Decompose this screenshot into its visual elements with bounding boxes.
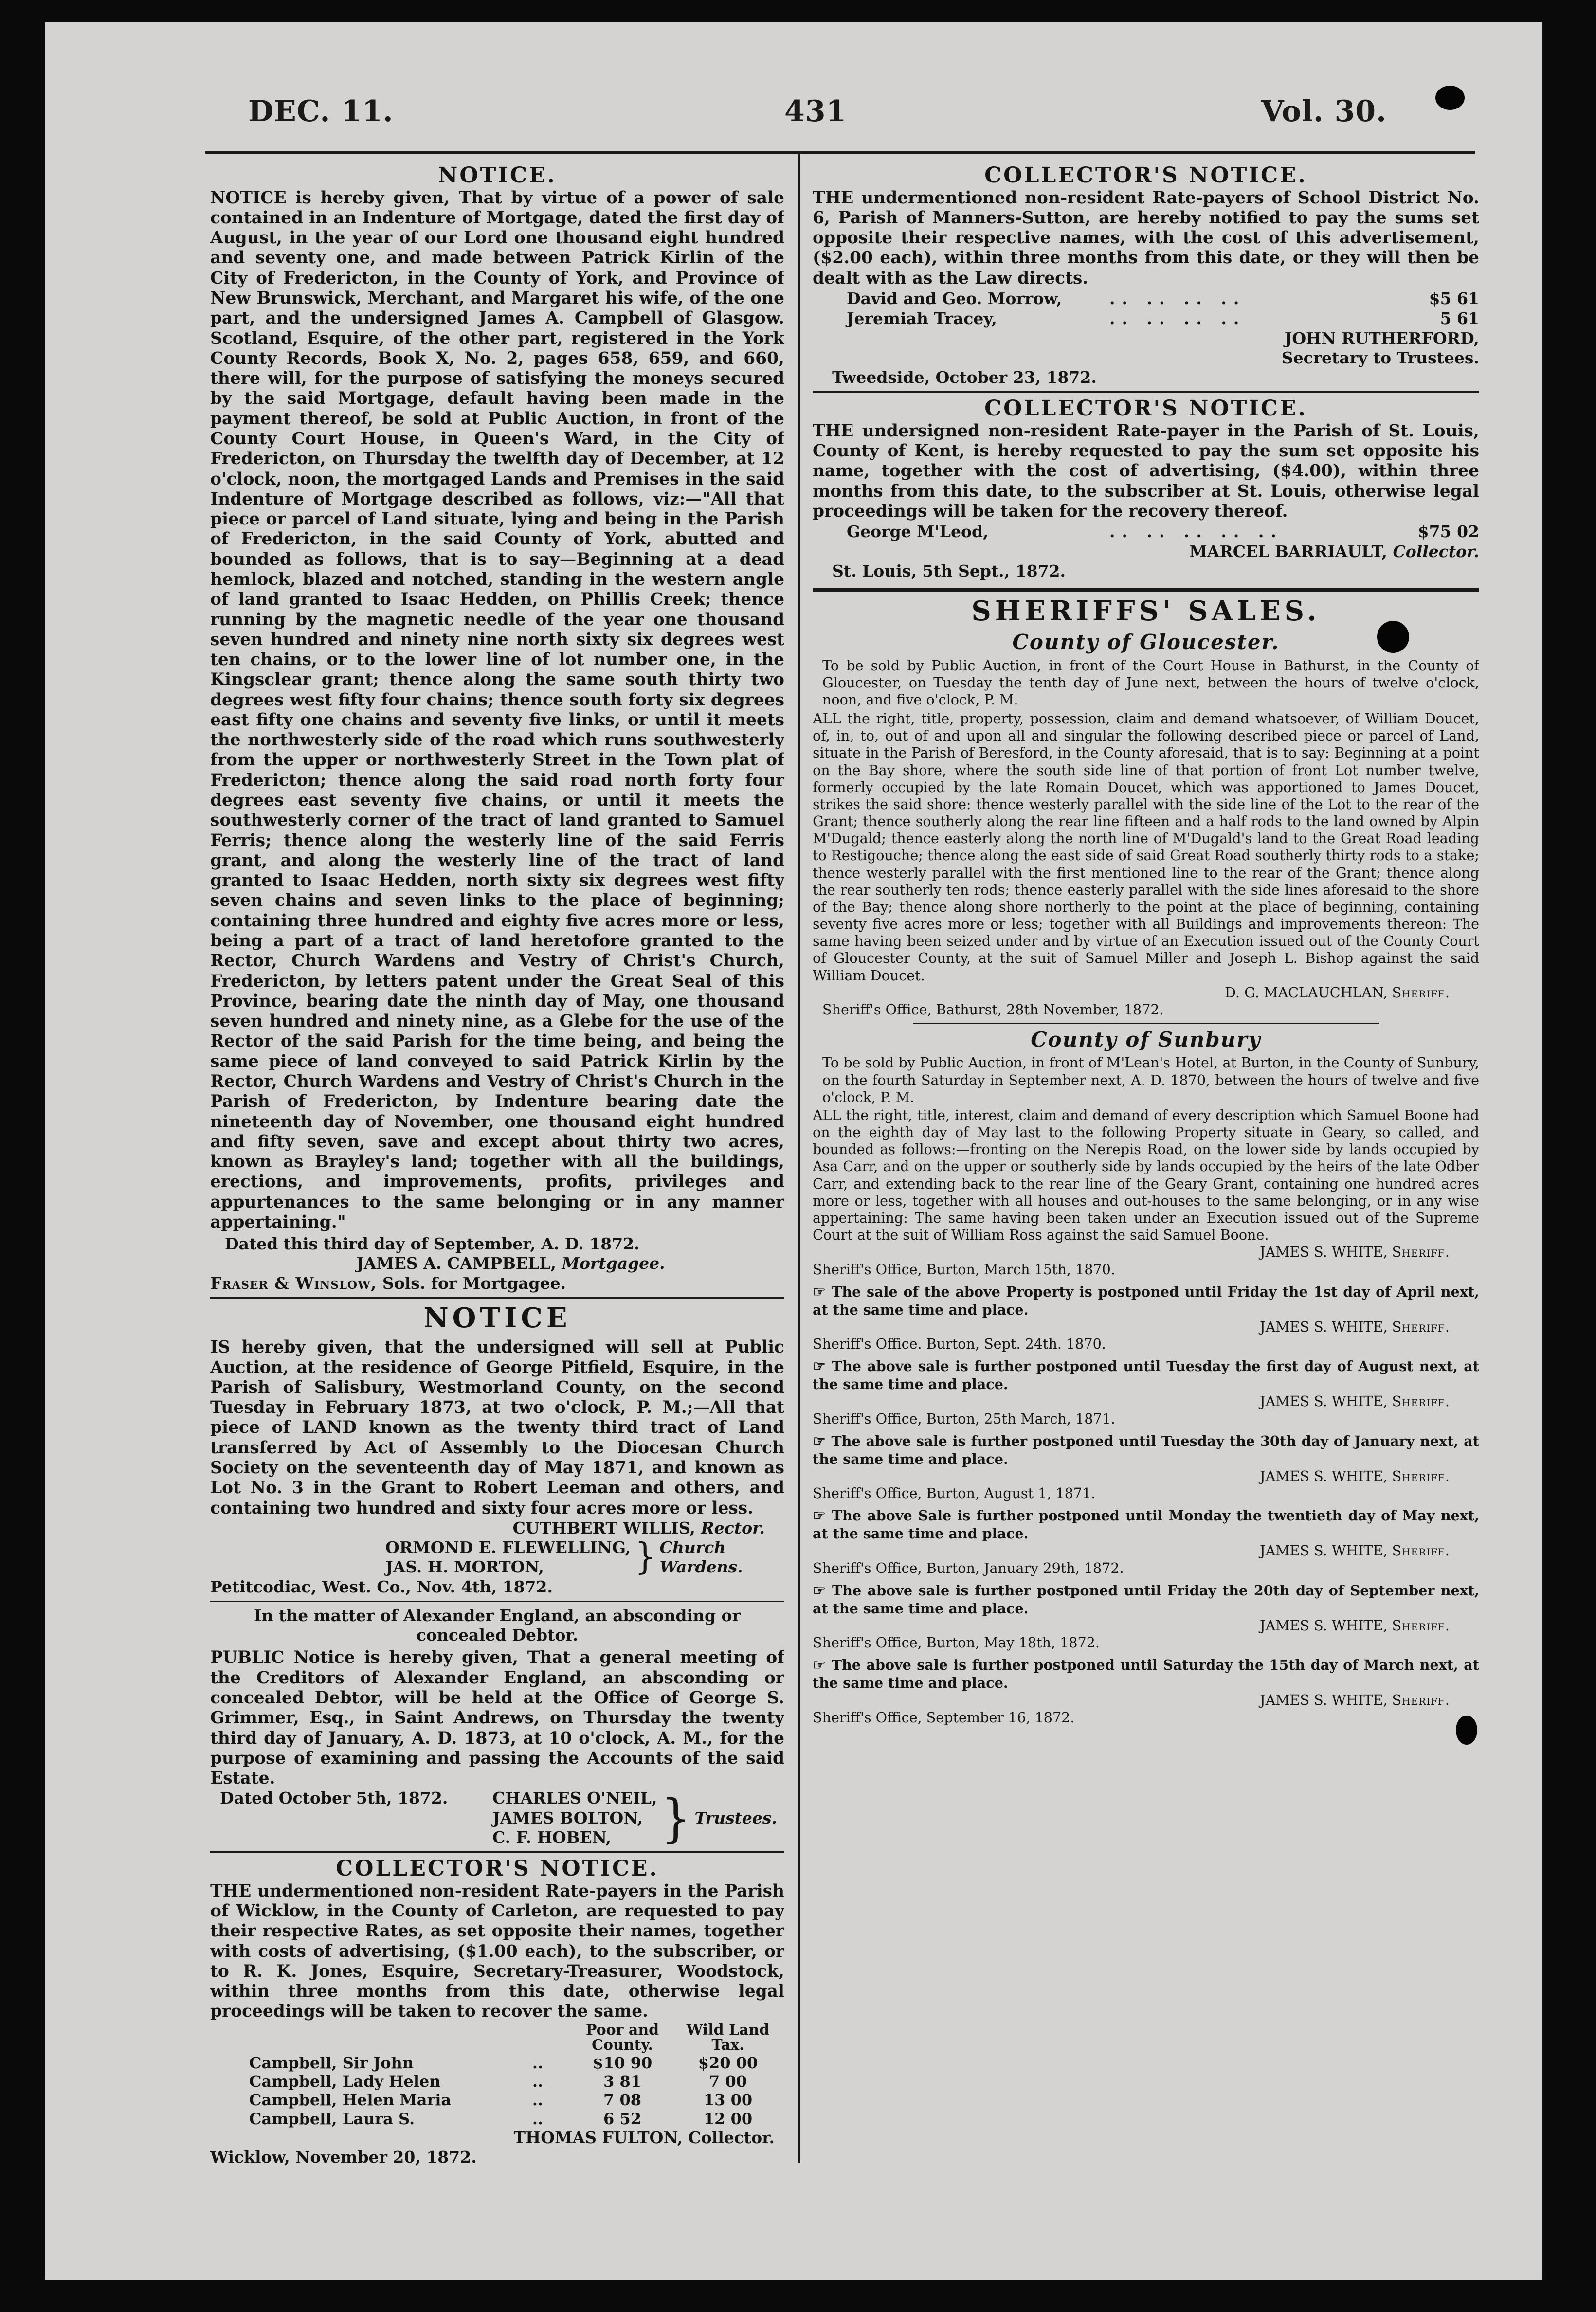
brace: }: [661, 1788, 691, 1848]
payer-row: [813, 308, 1479, 328]
collector-body: THE undermentioned non-resident Rate-payers in the Parish of Wicklow, in the County of Carleton, are requested to pay their respective Rates, as set opposite their names, together with costs of advertising, ($1.00 each), to the subscriber, or to R. K. Jones, Esquire, Secretary-Treasurer, Woodstock, within three months from this date, otherwise legal proceedings will be taken to recover the same.: [210, 1881, 784, 2022]
collector-body-right-2: THE undersigned non-resident Rate-payer in the Parish of St. Louis, County of Kent, is hereby requested to pay the sum set opposite his name, together with the cost of advertising, ($4.00), within three months from this date, to the subscriber at St. Louis, otherwise legal proceedings will be taken for the recovery thereof.: [813, 421, 1479, 521]
postponement-block: [813, 1507, 1479, 1577]
postponement-sheriff-name: JAMES S. WHITE,: [1260, 1467, 1388, 1484]
gloucester-office: Sheriff's Office, Bathurst, 28th November, 1872.: [822, 1001, 1164, 1018]
sunbury-body: ALL the right, title, interest, claim and demand of every description which Samuel Boone had on the eighth day of May last to the following Property situate in Geary, so called, and bounded as follows:—fronting on the Nerepis Road, on the lower side by lands occupied by Asa Carr, and on the upper or southerly side by lands occupied by the heirs of the late Odber Carr, and extending back to the rear line of the Geary Grant, containing one hundred acres more or less, together with all houses and out-houses to the same belonging, or in any wise appertaining: The same having been taken under an Execution issued out of the Supreme Court at the suit of William Ross against the said Samuel Boone.: [813, 1106, 1479, 1243]
rates-wild: $20 00: [698, 2053, 758, 2072]
notice-place-date-2: Petitcodiac, West. Co., Nov. 4th, 1872.: [210, 1577, 553, 1596]
rates-name: Campbell, Helen Maria: [249, 2091, 452, 2110]
collector-signer-role-right-2: Collector.: [1393, 542, 1479, 561]
gloucester-sheriff-name: D. G. MACLAUCHLAN,: [1225, 984, 1388, 1001]
rates-col-wild: Wild Land Tax.: [686, 2021, 770, 2054]
section-rule: [210, 1297, 784, 1299]
solicitors-role: Sols. for Mortgagee.: [382, 1273, 566, 1293]
rates-dots: ..: [532, 2053, 544, 2072]
header-date: DEC. 11.: [248, 94, 394, 128]
postponement-office: Sheriff's Office, Burton, January 29th, 1872.: [813, 1559, 1124, 1576]
short-rule: [913, 1023, 1379, 1024]
rector-name: CUTHBERT WILLIS,: [512, 1518, 695, 1537]
pointing-hand-icon: ☞: [813, 1358, 832, 1375]
collector-title: COLLECTOR'S NOTICE.: [336, 1856, 659, 1881]
sunbury-intro: To be sold by Public Auction, in front of M'Lean's Hotel, at Burton, in the County of Sunbury, on the fourth Saturday in September next, A. D. 1870, between the hours of twelve and five o'clock, P. M.: [822, 1054, 1479, 1105]
rates-row: [210, 2054, 784, 2072]
postponement-text: The above Sale is further postponed until Monday the twentieth day of May next, at the same time and place.: [813, 1507, 1479, 1542]
warden-name: ORMOND E. FLEWELLING,: [385, 1538, 631, 1557]
collector-title-right-1: COLLECTOR'S NOTICE.: [984, 163, 1307, 188]
payer-amount: $5 61: [1429, 289, 1479, 308]
county-gloucester-heading: County of Gloucester.: [1012, 630, 1280, 654]
debtor-dated: Dated October 5th, 1872.: [220, 1788, 448, 1808]
header-page-number: 431: [784, 94, 847, 128]
rates-wild: 13 00: [703, 2091, 753, 2110]
section-rule: [210, 1851, 784, 1853]
collector-signer: THOMAS FULTON, Collector.: [513, 2128, 775, 2148]
rates-dots: ..: [532, 2109, 544, 2128]
collector-place-date-right-2: St. Louis, 5th Sept., 1872.: [832, 561, 1066, 580]
county-sunbury-heading: County of Sunbury: [1031, 1028, 1261, 1052]
collector-place-date: Wicklow, November 20, 1872.: [210, 2148, 477, 2167]
rates-wild: 12 00: [703, 2109, 753, 2128]
postponement-office: Sheriff's Office, Burton, May 18th, 1872.: [813, 1634, 1100, 1651]
payer-amount: 5 61: [1440, 309, 1479, 328]
ink-blot: [1435, 86, 1465, 110]
trustee-name: JAMES BOLTON,: [492, 1808, 643, 1827]
collector-signer-right-1: JOHN RUTHERFORD,: [1284, 328, 1479, 348]
postponement-office: Sheriff's Office, Burton, August 1, 1871.: [813, 1485, 1096, 1502]
postponement-text: The sale of the above Property is postponed until Friday the 1st day of April next, at the same time and place.: [813, 1283, 1479, 1318]
postponement-sheriff-role: Sheriff.: [1392, 1542, 1450, 1559]
notice-title: NOTICE.: [438, 163, 557, 188]
rector-role: Rector.: [701, 1518, 765, 1537]
rates-poor: $10 90: [592, 2053, 653, 2072]
rates-name: Campbell, Lady Helen: [249, 2072, 441, 2091]
sunbury-sheriff-role: Sheriff.: [1392, 1244, 1450, 1261]
rates-name: Campbell, Sir John: [249, 2053, 414, 2072]
rates-wild: 7 00: [709, 2072, 747, 2091]
solicitors-name: Fraser & Winslow,: [210, 1273, 377, 1293]
collector-signer-role-right-1: Secretary to Trustees.: [1281, 348, 1479, 367]
notice-body-2: IS hereby given, that the undersigned will sell at Public Auction, at the residence of George Pitfield, Esquire, in the Parish of Salisbury, Westmorland County, on the second Tuesday in February 1873, at two o'clock, P. M.;—All that piece of LAND known as the twenty third tract of Land transferred by Act of Assembly to the Diocesan Church Society on the seventeenth day of May 1871, and known as Lot No. 3 in the Grant to Robert Leeman and others, and containing two hundred and sixty four acres more or less.: [210, 1337, 784, 1518]
postponement-sheriff-name: JAMES S. WHITE,: [1260, 1692, 1388, 1709]
rates-name: Campbell, Laura S.: [249, 2109, 415, 2128]
payer-dots: .. .. .. ..: [1109, 309, 1246, 328]
mortgagee-name: JAMES A. CAMPBELL,: [356, 1254, 556, 1273]
header-rule: [205, 151, 1475, 154]
notice-dated: Dated this third day of September, A. D. 1872.: [225, 1234, 640, 1254]
trustees-block: [210, 1788, 784, 1847]
sheriffs-sales-title: SHERIFFS' SALES.: [971, 595, 1321, 627]
payer-name: David and Geo. Morrow,: [847, 289, 1062, 308]
postponement-text: The above sale is further postponed until Friday the 20th day of September next, at the same time and place.: [813, 1582, 1479, 1617]
collector-title-right-2: COLLECTOR'S NOTICE.: [984, 396, 1307, 421]
thick-rule: [813, 588, 1479, 592]
postponement-office: Sheriff's Office. Burton, Sept. 24th. 1870.: [813, 1336, 1106, 1353]
rates-row: [210, 2091, 784, 2109]
pointing-hand-icon: ☞: [813, 1582, 832, 1599]
payer-dots: .. .. .. .. ..: [1109, 522, 1283, 542]
rates-dots: ..: [532, 2091, 544, 2110]
postponement-block: [813, 1358, 1479, 1428]
postponement-text: The above sale is further postponed until Saturday the 15th day of March next, at the same time and place.: [813, 1657, 1479, 1692]
postponement-sheriff-role: Sheriff.: [1392, 1318, 1450, 1335]
warden-name: JAS. H. MORTON,: [385, 1557, 544, 1577]
pointing-hand-icon: ☞: [813, 1283, 832, 1300]
trustee-role: Trustees.: [694, 1808, 777, 1827]
payer-row: [813, 522, 1479, 542]
payer-row: [813, 289, 1479, 308]
postponement-sheriff-role: Sheriff.: [1392, 1692, 1450, 1709]
postponement-office: Sheriff's Office, Burton, 25th March, 1871.: [813, 1410, 1115, 1427]
trustee-name: C. F. HOBEN,: [492, 1827, 612, 1847]
postponement-sheriff-role: Sheriff.: [1392, 1467, 1450, 1484]
rates-row: [210, 2110, 784, 2128]
pointing-hand-icon: ☞: [813, 1432, 832, 1450]
debtor-body: PUBLIC Notice is hereby given, That a general meeting of the Creditors of Alexander England, an absconding or concealed Debtor, will be held at the Office of George S. Grimmer, Esq., in Saint Andrews, on Thursday the twenty third day of January, A. D. 1873, at 10 o'clock, A. M., for the purpose of examining and passing the Accounts of the said Estate.: [210, 1648, 784, 1788]
column-rule: [798, 154, 800, 2163]
rates-poor: 3 81: [603, 2072, 641, 2091]
rates-dots: ..: [532, 2072, 544, 2091]
right-column: [813, 163, 1479, 1727]
left-column: [210, 163, 784, 2168]
rates-row: [210, 2072, 784, 2091]
notice-body: NOTICE is hereby given, That by virtue of a power of sale contained in an Indenture of Mortgage, dated the first day of August, in the year of our Lord one thousand eight hundred and seventy one, and made between Patrick Kirlin of the City of Fredericton, in the County of York, and Province of New Brunswick, Merchant, and Margaret his wife, of the one part, and the undersigned James A. Campbell of Glasgow. Scotland, Esquire, of the other part, registered in the York County Records, Book X, No. 2, pages 658, 659, and 660, there will, for the purpose of satisfying the moneys secured by the said Mortgage, default having been made in the payment thereof, be sold at Public Auction, in front of the County Court House, in Queen's Ward, in the City of Fredericton, on Thursday the twelfth day of December, at 12 o'clock, noon, the mortgaged Lands and Premises in the said Indenture of Mortgage described as follows, viz:—"All that piece or parcel of Land situate, lying and being in the Parish of Fredericton, in the said County of York, abutted and bounded as follows, that is to say—Beginning at a dead hemlock, blazed and notched, standing in the western angle of land granted to Isaac Hedden, on Phillis Creek; thence running by the magnetic needle of the year one thousand seven hundred and ninety nine north sixty six degrees west ten chains, or to the lower line of lot number one, in the Kingsclear grant; thence along the same south thirty two degrees west fifty four chains; thence south forty six degrees east fifty one chains and seventy five links, or until it meets the northwesterly side of the road which runs southwesterly from the upper or northwesterly Street in the Town plat of Fredericton; thence along the said road north forty four degrees east seventy five chains, or until it meets the southwesterly corner of the tract of land granted to Samuel Ferris; thence along the westerly line of the said Ferris grant, and along the westerly line of the tract of land granted to Isaac Hedden, north sixty six degrees west fifty seven chains and seven links to the place of beginning; containing three hundred and eighty five acres more or less, being a part of a tract of land heretofore granted to the Rector, Church Wardens and Vestry of Christ's Church, Fredericton, by letters patent under the Great Seal of this Province, bearing date the ninth day of May, one thousand seven hundred and ninety nine, as a Glebe for the use of the Rector of the said Parish for the time being, and being the same piece of land conveyed to said Patrick Kirlin by the Rector, Church Wardens and Vestry of Christ's Church in the Parish of Fredericton, by Indenture bearing date the nineteenth day of November, one thousand eight hundred and fifty seven, save and except about thirty two acres, known as Brayley's land; together with all the buildings, erections, and improvements, profits, privileges and appurtenances to the same belonging or in any manner appertaining.": [210, 188, 784, 1232]
trustee-name: CHARLES O'NEIL,: [492, 1788, 657, 1808]
newspaper-page: [45, 22, 1542, 2280]
postponement-block: [813, 1657, 1479, 1727]
payer-dots: .. .. .. ..: [1109, 289, 1246, 308]
pointing-hand-icon: ☞: [813, 1657, 832, 1674]
rates-col-poor: Poor and County.: [585, 2021, 659, 2054]
debtor-heading: In the matter of Alexander England, an absconding or concealed Debtor.: [254, 1606, 741, 1645]
pointing-hand-icon: ☞: [813, 1507, 832, 1525]
notice-title-2: NOTICE: [423, 1301, 571, 1334]
brace: }: [635, 1536, 656, 1579]
rates-header-row: [210, 2022, 784, 2054]
postponement-sheriff-name: JAMES S. WHITE,: [1260, 1617, 1388, 1634]
collector-body-right-1: THE undermentioned non-resident Rate-payers of School District No. 6, Parish of Manners-Sutton, are hereby notified to pay the sums set opposite their respective names, with the cost of this advertisement, ($2.00 each), within three months from this date, or they will then be dealt with as the Law directs.: [813, 188, 1479, 288]
postponement-sheriff-name: JAMES S. WHITE,: [1260, 1393, 1388, 1410]
warden-role: Church: [659, 1538, 726, 1557]
postponement-block: [813, 1283, 1479, 1354]
postponement-sheriff-name: JAMES S. WHITE,: [1260, 1542, 1388, 1559]
section-rule: [210, 1601, 784, 1602]
postponement-sheriff-role: Sheriff.: [1392, 1617, 1450, 1634]
rates-poor: 7 08: [603, 2091, 641, 2110]
rates-poor: 6 52: [603, 2109, 641, 2128]
postponement-sheriff-name: JAMES S. WHITE,: [1260, 1318, 1388, 1335]
section-rule: [813, 391, 1479, 393]
rates-table: [210, 2022, 784, 2129]
warden-role: Wardens.: [659, 1557, 743, 1577]
mortgagee-role: Mortgagee.: [562, 1254, 665, 1273]
payer-name: Jeremiah Tracey,: [847, 309, 997, 328]
postponement-text: The above sale is further postponed until Tuesday the 30th day of January next, at the same time and place.: [813, 1432, 1479, 1467]
collector-place-date-right-1: Tweedside, October 23, 1872.: [832, 368, 1097, 387]
payer-name: George M'Leod,: [847, 522, 989, 542]
collector-signer-right-2: MARCEL BARRIAULT,: [1189, 542, 1387, 561]
gloucester-sheriff-role: Sheriff.: [1392, 984, 1450, 1001]
gloucester-body: ALL the right, title, property, possession, claim and demand whatsoever, of William Doucet, of, in, to, out of and upon all and singular the following described piece or parcel of Land, situate in the Parish of Beresford, in the County aforesaid, that is to say: Beginning at a point on the Bay shore, where the south side line of that portion of front Lot number twelve, formerly occupied by the late Romain Doucet, which was apportioned to James Doucet, strikes the said shore: thence westerly parallel with the side line of the Lot to the rear of the Grant; thence southerly along the rear line fifteen and a half rods to the land owned by Alpin M'Dugald; thence easterly along the north line of M'Dugald's land to the Great Road leading to Restigouche; thence along the east side of said Great Road southerly thirty rods to a stake; thence westerly parallel with the first mentioned line to the rear of the Grant; thence along the rear southerly ten rods; thence easterly parallel with the side lines aforesaid to the shore of the Bay; thence along shore northerly to the point at the place of beginning, containing seventy five acres more or less; together with all Buildings and improvements thereon: The same having been seized under and by virtue of an Execution issued out of the County Court of Gloucester County, at the suit of Samuel Miller and Joseph L. Bishop against the said William Doucet.: [813, 710, 1479, 984]
gloucester-intro: To be sold by Public Auction, in front of the Court House in Bathurst, in the County of Gloucester, on Tuesday the tenth day of June next, between the hours of twelve o'clock, noon, and five o'clock, P. M.: [822, 657, 1479, 708]
header-volume: Vol. 30.: [1261, 94, 1387, 128]
postponement-block: [813, 1582, 1479, 1652]
postponement-block: [813, 1433, 1479, 1503]
wardens-block: [210, 1538, 784, 1577]
postponement-sheriff-role: Sheriff.: [1392, 1393, 1450, 1410]
sunbury-sheriff-name: JAMES S. WHITE,: [1260, 1244, 1388, 1261]
sunbury-office: Sheriff's Office, Burton, March 15th, 1870.: [813, 1261, 1115, 1278]
payer-amount: $75 02: [1417, 522, 1479, 542]
postponement-text: The above sale is further postponed until Tuesday the first day of August next, at the same time and place.: [813, 1358, 1479, 1393]
postponement-office: Sheriff's Office, September 16, 1872.: [813, 1709, 1075, 1726]
